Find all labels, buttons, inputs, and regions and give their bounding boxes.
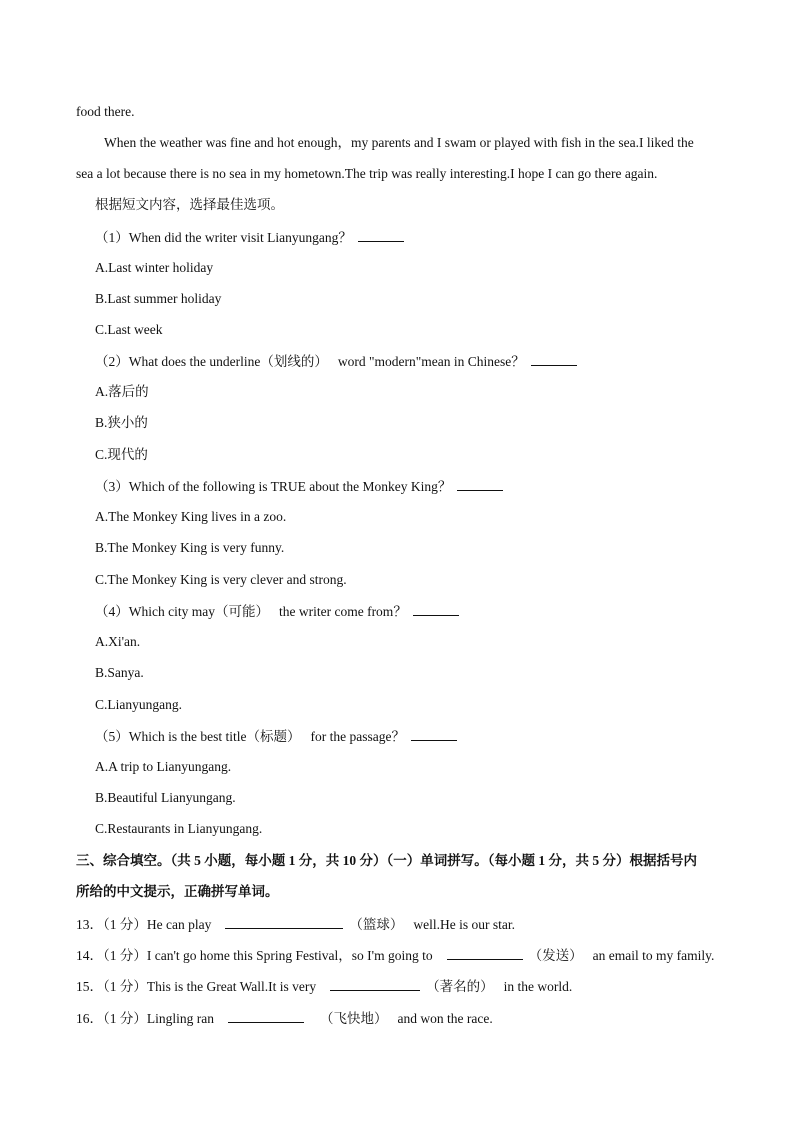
passage-line: food there.	[76, 104, 135, 119]
answer-blank[interactable]	[330, 977, 420, 991]
section-heading: 三、综合填空。（共 5 小题，每小题 1 分，共 10 分）（一）单词拼写。（每小题 1 分，共 5 分）根据括号内	[76, 853, 697, 868]
question-stem: （1）When did the writer visit Lianyungang？	[95, 228, 410, 247]
question-stem: （3）Which of the following is TRUE about the Monkey King？	[95, 477, 509, 496]
passage-line: sea a lot because there is no sea in my hometown.The trip was really interesting.I hope I can go there again.	[76, 166, 658, 181]
fill-item: 14．（1 分）I can't go home this Spring Festival，so I'm going to （发送） an email to my family.	[76, 948, 715, 963]
option: B.Last summer holiday	[95, 291, 222, 306]
option: C.现代的	[95, 447, 148, 462]
option: C.The Monkey King is very clever and strong.	[95, 572, 347, 587]
fill-item: 16．（1 分）Lingling ran （飞快地） and won the race.	[76, 1011, 493, 1026]
option: A.The Monkey King lives in a zoo.	[95, 509, 287, 524]
question-stem: （4）Which city may（可能） the writer come from？	[95, 602, 465, 621]
option: A.落后的	[95, 384, 149, 399]
fill-item: 13．（1 分）He can play （篮球） well.He is our star.	[76, 917, 515, 932]
answer-blank[interactable]	[531, 352, 577, 366]
passage-line: When the weather was fine and hot enough，my parents and I swam or played with fish in the sea.I liked the	[104, 135, 694, 150]
option: A.Xi'an.	[95, 634, 141, 649]
option: C.Last week	[95, 322, 163, 337]
answer-blank[interactable]	[413, 602, 459, 616]
instruction: 根据短文内容，选择最佳选项。	[95, 197, 284, 212]
answer-blank[interactable]	[411, 727, 457, 741]
option: B.The Monkey King is very funny.	[95, 540, 285, 555]
option: B.Sanya.	[95, 665, 144, 680]
option: A.A trip to Lianyungang.	[95, 759, 232, 774]
option: C.Restaurants in Lianyungang.	[95, 821, 263, 836]
answer-blank[interactable]	[447, 946, 523, 960]
option: A.Last winter holiday	[95, 260, 214, 275]
answer-blank[interactable]	[457, 477, 503, 491]
answer-blank[interactable]	[228, 1009, 304, 1023]
option: C.Lianyungang.	[95, 697, 182, 712]
answer-blank[interactable]	[358, 228, 404, 242]
option: B.Beautiful Lianyungang.	[95, 790, 236, 805]
section-heading: 所给的中文提示，正确拼写单词。	[76, 884, 279, 899]
option: B.狭小的	[95, 415, 148, 430]
question-stem: （2）What does the underline（划线的） word "modern"mean in Chinese？	[95, 352, 583, 371]
answer-blank[interactable]	[225, 915, 343, 929]
fill-item: 15．（1 分）This is the Great Wall.It is very （著名的） in the world.	[76, 979, 573, 994]
question-stem: （5）Which is the best title（标题） for the passage？	[95, 727, 463, 746]
